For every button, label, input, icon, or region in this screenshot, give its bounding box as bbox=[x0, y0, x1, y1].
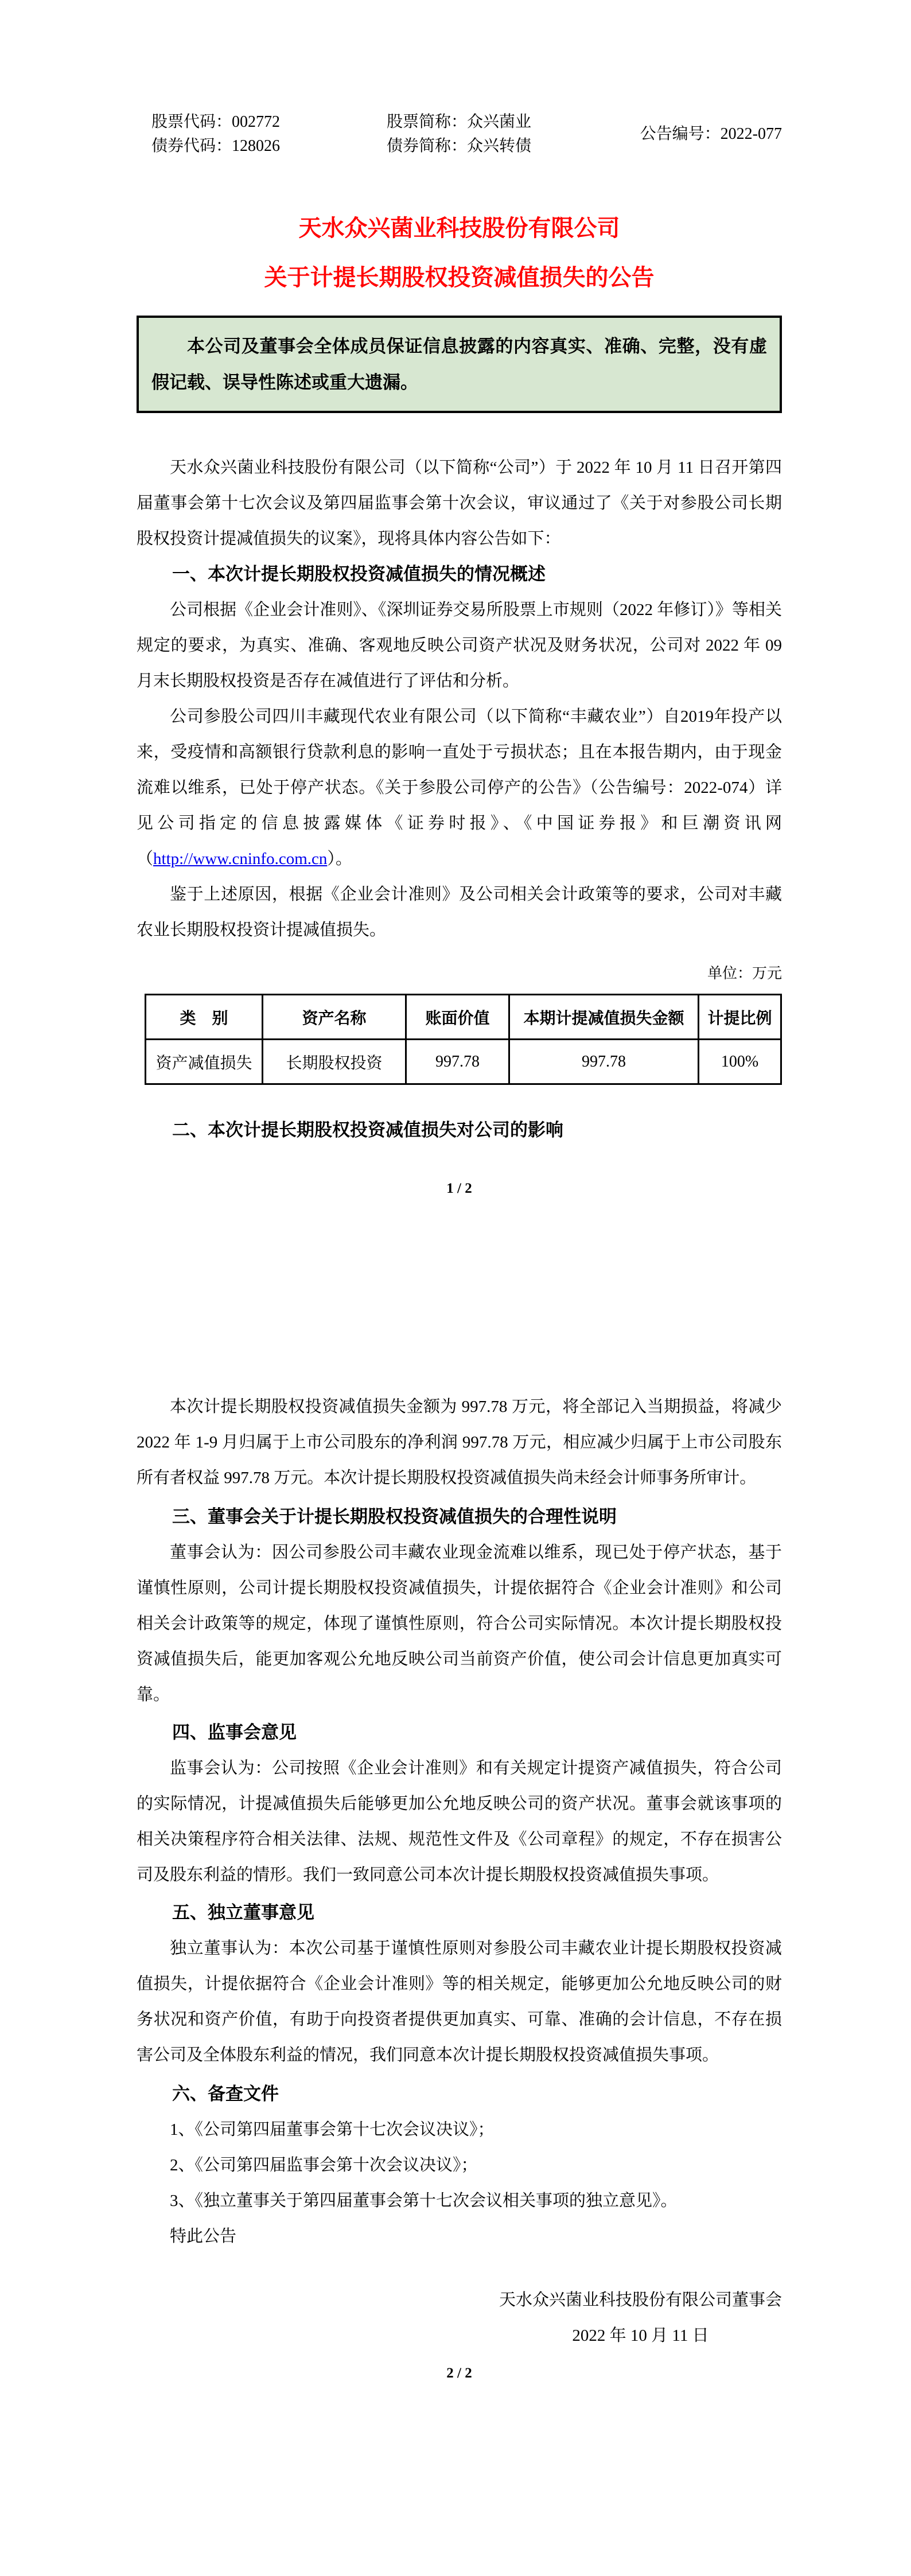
section-6-heading: 六、备查文件 bbox=[172, 2084, 279, 2104]
table-header-book-value: 账面价值 bbox=[406, 995, 509, 1040]
signature-date: 2022 年 10 月 11 日 bbox=[572, 2326, 709, 2345]
section-1-paragraph-2-tail: ）。 bbox=[327, 850, 352, 868]
section-2-paragraph-1: 本次计提长期股权投资减值损失金额为 997.78 万元，将全部记入当期损益，将减少 2022 年 1-9 月归属于上市公司股东的净利润 997.78 万元，相应减少归属于上市公司股东所有者权益 997.78 万元。本次计提长期股权投资减值损失尚未经会计师事务所审计。 bbox=[137, 1398, 782, 1487]
bond-name: 债券简称：众兴转债 bbox=[387, 137, 532, 155]
table-header-asset-name: 资产名称 bbox=[263, 995, 406, 1040]
section-5-paragraph-1: 独立董事认为：本次公司基于谨慎性原则对参股公司丰藏农业计提长期股权投资减值损失，计提依据符合《企业会计准则》等的相关规定，能够更加公允地反映公司的财务状况和资产价值，有助于向投资者提供更加真实、可靠、准确的会计信息，不存在损害公司及全体股东利益的情况，我们同意本次计提长期股权投资减值损失事项。 bbox=[137, 1939, 782, 2064]
section-3-paragraph-1: 董事会认为：因公司参股公司丰藏农业现金流难以维系，现已处于停产状态，基于谨慎性原则，公司计提长期股权投资减值损失，计提依据符合《企业会计准则》和公司相关会计政策等的规定，体现了谨慎性原则，符合公司实际情况。本次计提长期股权投资减值损失后，能更加客观公允地反映公司当前资产价值，使公司会计信息更加真实可靠。 bbox=[137, 1543, 782, 1704]
signature-block bbox=[137, 2282, 782, 2353]
table-cell-impairment-amount: 997.78 bbox=[509, 1040, 699, 1084]
section-5-heading: 五、独立董事意见 bbox=[172, 1902, 314, 1923]
page-2-footer: 2 / 2 bbox=[446, 2365, 472, 2381]
section-1-paragraph-2-text: 公司参股公司四川丰藏现代农业有限公司（以下简称“丰藏农业”）自2019年投产以来，受疫情和高额银行贷款利息的影响一直处于亏损状态；且在本报告期内，由于现金流难以维系，已处于停产状态。《关于参股公司停产的公告》（公告编号：2022-074）详见公司指定的信息披露媒体《证券时报》、《中国证券报》和巨潮资讯网（ bbox=[137, 707, 782, 868]
disclaimer-text: 本公司及董事会全体成员保证信息披露的内容真实、准确、完整，没有虚假记载、误导性陈述或重大遗漏。 bbox=[151, 336, 767, 392]
company-title: 天水众兴菌业科技股份有限公司 bbox=[298, 215, 620, 241]
disclaimer-box bbox=[137, 316, 782, 413]
unit-note: 单位：万元 bbox=[707, 965, 782, 982]
reference-document-1: 1、《公司第四届董事会第十七次会议决议》； bbox=[170, 2120, 495, 2139]
table-cell-ratio: 100% bbox=[699, 1040, 781, 1084]
section-1-paragraph-1: 公司根据《企业会计准则》、《深圳证券交易所股票上市规则（2022 年修订）》等相关规定的要求，为真实、准确、客观地反映公司资产状况及财务状况，公司对 2022 年 09 月末长期股权投资是否存在减值进行了评估和分析。 bbox=[137, 601, 782, 690]
table-header-impairment-amount: 本期计提减值损失金额 bbox=[509, 995, 699, 1040]
section-4-heading: 四、监事会意见 bbox=[172, 1722, 297, 1742]
announcement-number: 公告编号：2022-077 bbox=[640, 125, 782, 143]
table-header-ratio: 计提比例 bbox=[699, 995, 781, 1040]
reference-document-3: 3、《独立董事关于第四届董事会第十七次会议相关事项的独立意见》。 bbox=[170, 2192, 678, 2210]
bond-code: 债券代码：128026 bbox=[151, 137, 281, 155]
table-cell-asset-name: 长期股权投资 bbox=[263, 1040, 406, 1084]
impairment-table bbox=[145, 994, 782, 1085]
section-4-paragraph-1: 监事会认为：公司按照《企业会计准则》和有关规定计提资产减值损失，符合公司的实际情况，计提减值损失后能够更加公允地反映公司的资产状况。董事会就该事项的相关决策程序符合相关法律、法规、规范性文件及《公司章程》的规定，不存在损害公司及股东利益的情形。我们一致同意公司本次计提长期股权投资减值损失事项。 bbox=[137, 1759, 782, 1884]
section-3-heading: 三、董事会关于计提长期股权投资减值损失的合理性说明 bbox=[172, 1507, 617, 1527]
stock-code: 股票代码：002772 bbox=[151, 113, 281, 131]
page-1-footer: 1 / 2 bbox=[446, 1181, 472, 1196]
announcement-title: 关于计提长期股权投资减值损失的公告 bbox=[264, 264, 655, 290]
section-1-paragraph-2 bbox=[137, 699, 782, 877]
closing-statement: 特此公告 bbox=[170, 2227, 237, 2246]
table-row bbox=[146, 1040, 781, 1084]
intro-paragraph: 天水众兴菌业科技股份有限公司（以下简称“公司”）于 2022 年 10 月 11 日召开第四届董事会第十七次会议及第四届监事会第十次会议，审议通过了《关于对参股公司长期股权投资计提减值损失的议案》，现将具体内容公告如下： bbox=[137, 458, 782, 548]
table-header-category: 类 别 bbox=[146, 995, 263, 1040]
section-1-heading: 一、本次计提长期股权投资减值损失的情况概述 bbox=[172, 564, 546, 584]
table-cell-category: 资产减值损失 bbox=[146, 1040, 263, 1084]
section-2-heading: 二、本次计提长期股权投资减值损失对公司的影响 bbox=[172, 1120, 563, 1140]
table-header-row bbox=[146, 995, 781, 1040]
cninfo-link[interactable]: http://www.cninfo.com.cn bbox=[153, 850, 328, 868]
document-header bbox=[137, 110, 782, 158]
signature-company: 天水众兴菌业科技股份有限公司董事会 bbox=[499, 2291, 782, 2309]
stock-name: 股票简称：众兴菌业 bbox=[387, 113, 532, 131]
section-1-paragraph-3: 鉴于上述原因，根据《企业会计准则》及公司相关会计政策等的要求，公司对丰藏农业长期股权投资计提减值损失。 bbox=[137, 885, 782, 939]
table-cell-book-value: 997.78 bbox=[406, 1040, 509, 1084]
reference-document-2: 2、《公司第四届监事会第十次会议决议》； bbox=[170, 2156, 478, 2174]
